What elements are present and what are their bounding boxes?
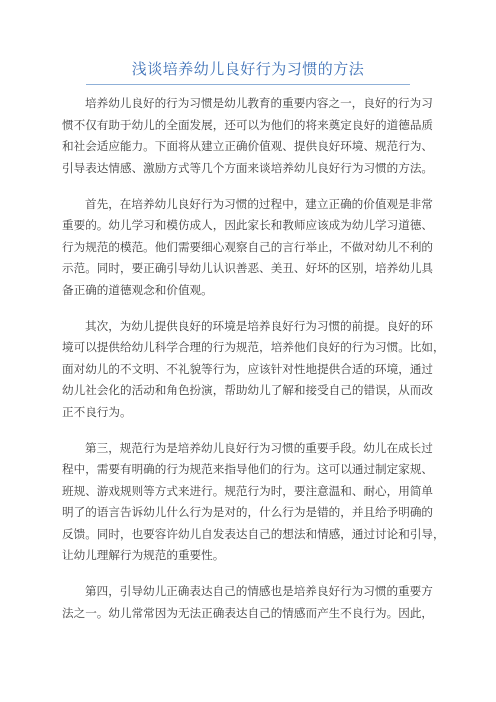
paragraph-line: 首先，在培养幼儿良好行为习惯的过程中，建立正确的价值观是非常	[85, 196, 433, 211]
paragraph-line: 重要的。幼儿学习和模仿成人，因此家长和教师应该成为幼儿学习道德、	[62, 218, 434, 232]
paragraph-line: 法之一。幼儿常常因为无法正确表达自己的情感而产生不良行为。因此，	[62, 605, 434, 620]
paragraph-line: 明了的语言告诉幼儿什么行为是对的，什么行为是错的，并且给予明确的	[62, 505, 434, 519]
body-paragraph	[62, 438, 447, 567]
body-paragraph	[62, 194, 447, 302]
paragraph-line: 示范。同时，要正确引导幼儿认识善恶、美丑、好坏的区别，培养幼儿具	[62, 261, 434, 275]
paragraph-line: 其次，为幼儿提供良好的环境是培养良好行为习惯的前提。良好的环	[85, 318, 433, 333]
paragraph-line: 反馈。同时，也要容许幼儿自发表达自己的想法和情感，通过讨论和引导，	[62, 526, 445, 541]
title-block	[86, 58, 410, 85]
paragraph-line: 境可以提供给幼儿科学合理的行为规范，培养他们良好的行为习惯。比如，	[62, 340, 445, 354]
body-paragraph	[62, 93, 447, 179]
paragraph-line: 幼儿社会化的活动和角色扮演，帮助幼儿了解和接受自己的错误，从而改	[62, 383, 434, 397]
body-paragraph	[62, 581, 447, 624]
paragraph-line: 第三，规范行为是培养幼儿良好行为习惯的重要手段。幼儿在成长过	[85, 440, 433, 455]
paragraph-line: 惯不仅有助于幼儿的全面发展，还可以为他们的将来奠定良好的道德品质	[62, 117, 434, 132]
paragraph-line: 行为规范的模范。他们需要细心观察自己的言行举止，不做对幼儿不利的	[62, 239, 434, 254]
paragraph-line: 面对幼儿的不文明、不礼貌等行为，应该针对性地提供合适的环境，通过	[62, 361, 434, 376]
paragraph-line: 第四，引导幼儿正确表达自己的情感也是培养良好行为习惯的重要方	[85, 584, 433, 598]
paragraph-line: 引导表达情感、激励方式等几个方面来谈培养幼儿良好行为习惯的方法。	[62, 160, 434, 175]
paragraph-line: 备正确的道德观念和价值观。	[62, 282, 213, 297]
paragraph-line: 和社会适应能力。下面将从建立正确价值观、提供良好环境、规范行为、	[62, 139, 434, 153]
paragraph-line: 培养幼儿良好的行为习惯是幼儿教育的重要内容之一，良好的行为习	[85, 96, 433, 110]
paragraph-line: 正不良行为。	[62, 404, 132, 419]
paragraph-line: 班规、游戏规则等方式来进行。规范行为时，要注意温和、耐心，用简单	[62, 483, 434, 498]
body-paragraph	[62, 316, 447, 424]
document-title: 浅谈培养幼儿良好行为习惯的方法	[86, 58, 410, 85]
paragraph-line: 让幼儿理解行为规范的重要性。	[62, 548, 225, 562]
paragraph-line: 程中，需要有明确的行为规范来指导他们的行为。这可以通过制定家规、	[62, 462, 434, 476]
document-body	[62, 93, 447, 639]
